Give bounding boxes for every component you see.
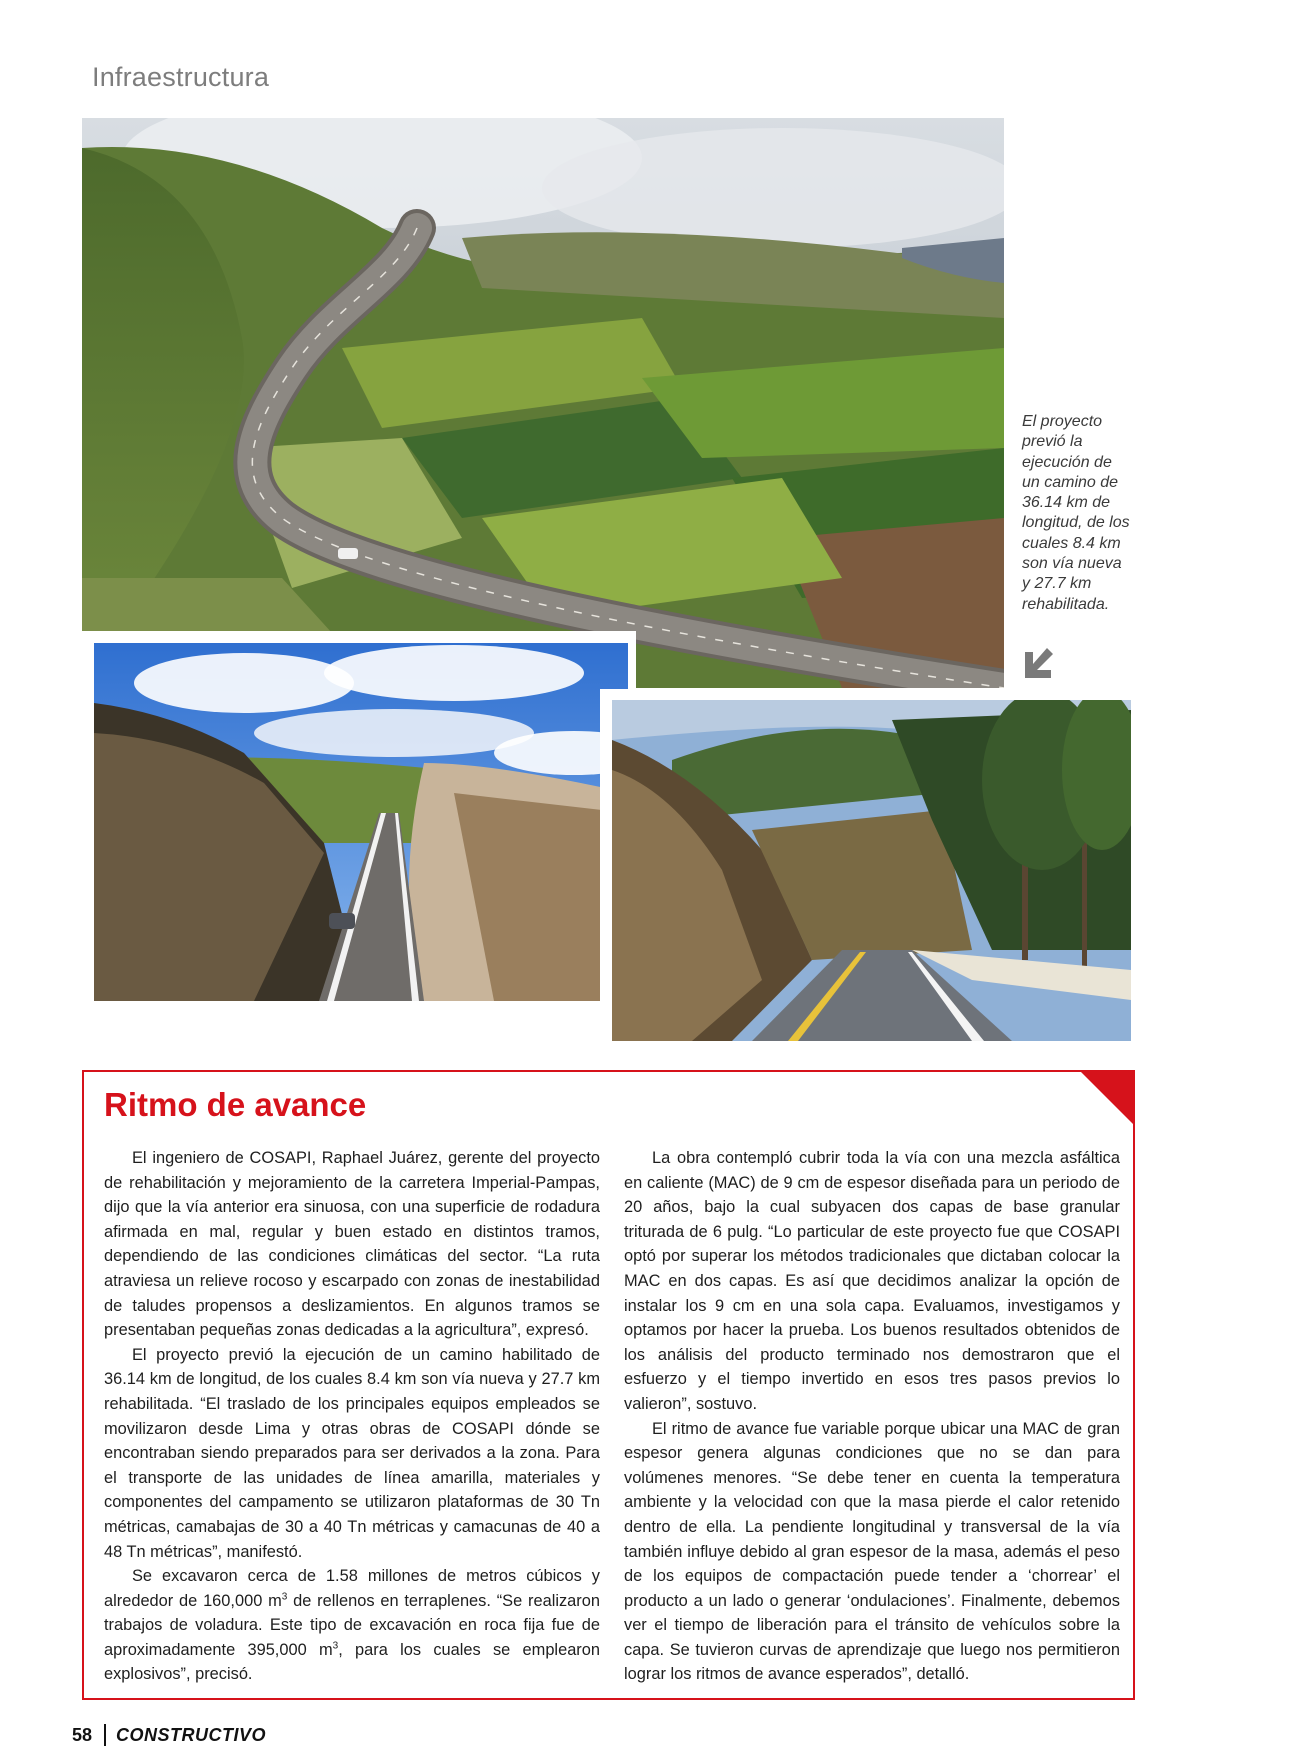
- sidebar-box: [82, 1070, 1135, 1700]
- text-column-right: [624, 1146, 1120, 1687]
- box-title: Ritmo de avance: [104, 1086, 367, 1123]
- paragraph: La obra contempló cubrir toda la vía con una mezcla asfáltica en caliente (MAC) de 9 cm de espesor diseñada para un periodo de 20 años, bajo la cual subyacen dos capas de base granular triturada de 6 pulg. “Lo particular de este proyecto fue que COSAPI optó por superar los métodos tradicionales que dictaban colocar la MAC en dos capas. Es así que decidimos analizar la opción de instalar los 9 cm en una sola capa. Evaluamos, investigamos y optamos por hacer la prueba. Los buenos resultados obtenidos de los análisis del producto terminado nos demostraron que el esfuerzo y el tiempo invertido en esos tres pasos previos lo valieron”, sostuvo.: [624, 1149, 1120, 1413]
- corner-triangle-icon: [1079, 1070, 1135, 1126]
- magazine-name: CONSTRUCTIVO: [116, 1724, 267, 1745]
- text-column-left: [104, 1146, 600, 1687]
- photo-aerial-highway: [82, 118, 1004, 688]
- page-number: 58: [72, 1724, 93, 1745]
- footer-divider: [104, 1724, 106, 1746]
- paragraph: El proyecto previó la ejecución de un camino habilitado de 36.14 km de longitud, de los cuales 8.4 km son vía nueva y 27.7 km rehabilitada. “El traslado de los principales equipos empleados se movilizaron desde Lima y otras obras de COSAPI dónde se encontraban siendo preparados para ser derivados a la zona. Para el transporte de las unidades de línea amarilla, materiales y componentes del campamento se utilizaron plataformas de 30 Tn métricas, camabajas de 30 a 40 Tn métricas y camacunas de 40 a 48 Tn métricas”, manifestó.: [104, 1345, 600, 1561]
- page-footer: [72, 1720, 266, 1750]
- paragraph: El ingeniero de COSAPI, Raphael Juárez, gerente del proyecto de rehabilitación y mejoramiento de la carretera Imperial-Pampas, dijo que la vía anterior era sinuosa, con una superficie de rodadura afirmada en mal, regular y buen estado en distintos tramos, dependiendo de las condiciones climáticas del sector. “La ruta atraviesa un relieve rocoso y escarpado con zonas de inestabilidad de taludes propensos a deslizamientos. En algunos tramos se presentaban pequeñas zonas dedicadas a la agricultura”, expresó.: [104, 1149, 600, 1340]
- photo-caption: El proyecto previó la ejecución de un camino de 36.14 km de longitud, de los cuales 8.4 km son vía nueva y 27.7 km rehabilitada.: [1022, 413, 1130, 613]
- photo-road-cut: [94, 643, 628, 1001]
- paragraph: El ritmo de avance fue variable porque ubicar una MAC de gran espesor genera algunas condiciones que no se dan para volúmenes menores. “Se debe tener en cuenta la temperatura ambiente y la velocidad con que la masa pierde el calor retenido dentro de ella. La pendiente longitudinal y transversal de la vía también influye debido al gran espesor de la masa, además el peso de los equipos de compactación puede tender a ‘chorrear’ el producto a un lado o generar ‘ondulaciones’. Finalmente, debemos ver el tiempo de liberación para el tránsito de vehículos sobre la capa. Se tuvieron curvas de aprendizaje que luego nos permitieron lograr los ritmos de avance esperados”, detalló.: [624, 1419, 1120, 1684]
- section-label: Infraestructura: [92, 62, 270, 92]
- arrow-down-left-icon: [1021, 646, 1057, 682]
- paragraph: Se excavaron cerca de 1.58 millones de metros cúbicos y alrededor de 160,000 $m^3$ de rellenos en terraplenes. “Se realizaron trabajos de voladura. Este tipo de excavación en roca fija fue de aproximadamente 395,000 $m^3$, para los cuales se emplearon explosivos”, precisó.: [104, 1567, 600, 1684]
- photo-mountain-road: [612, 700, 1131, 1041]
